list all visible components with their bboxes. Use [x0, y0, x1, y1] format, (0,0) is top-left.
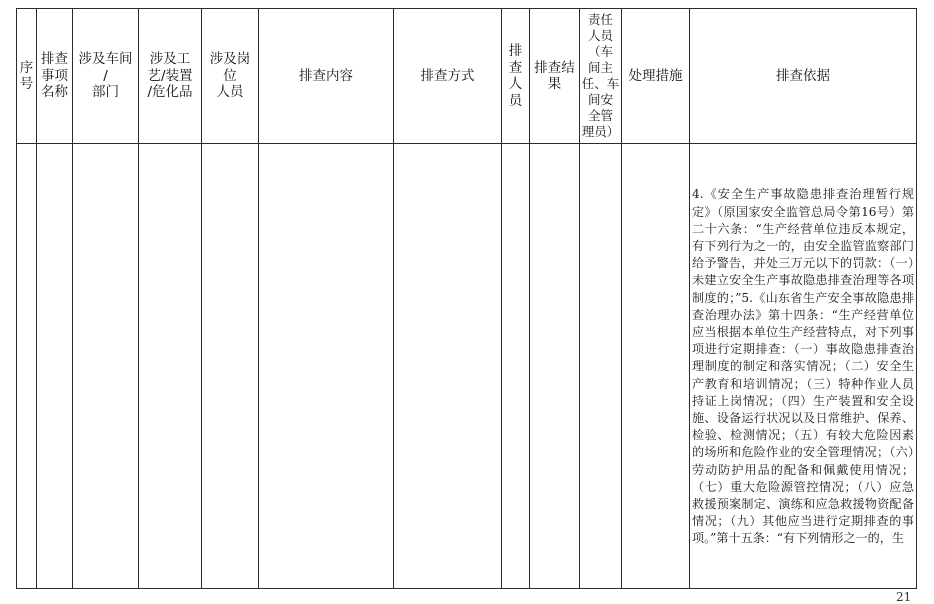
cell-basis — [690, 144, 917, 589]
header-result: 排查结 果 — [530, 9, 580, 144]
header-responsible: 责任 人员 （车 间主 任、车 间安 全管 理员） — [580, 9, 622, 144]
header-basis: 排查依据 — [690, 9, 917, 144]
cell-content — [259, 144, 394, 589]
cell-item-name — [37, 144, 73, 589]
header-person: 排 查 人 员 — [502, 9, 530, 144]
cell-responsible — [580, 144, 622, 589]
table-row — [17, 144, 917, 589]
page-number: 21 — [896, 590, 912, 604]
header-seq: 序 号 — [17, 9, 37, 144]
cell-process — [139, 144, 202, 589]
header-method: 排查方式 — [394, 9, 502, 144]
header-measure: 处理措施 — [622, 9, 690, 144]
header-workshop: 涉及车间 / 部门 — [73, 9, 139, 144]
header-content: 排查内容 — [259, 9, 394, 144]
cell-measure — [622, 144, 690, 589]
cell-method — [394, 144, 502, 589]
cell-seq — [17, 144, 37, 589]
header-item-name: 排查 事项 名称 — [37, 9, 73, 144]
basis-text: 4.《安全生产事故隐患排查治理暂行规定》（原国家安全监管总局令第16号）第二十六条：“生产经营单位违反本规定，有下列行为之一的，由安全监管监察部门给予警告，并处三万元以下的罚款：（一）未建立安全生产事故隐患排查治理等各项制度的；”5.《山东省生产安全事故隐患排查治理办法》第十四条：“生产经营单位应当根据本单位生产经营特点，对下列事项进行定期排查：（一）事故隐患排查治理制度的制定和落实情况；（二）安全生产教育和培训情况；（三）特种作业人员持证上岗情况；（四）生产装置和安全设施、设备运行状况以及日常维护、保养、检验、检测情况；（五）有较大危险因素的场所和危险作业的安全管理情况；（六）劳动防护用品的配备和佩戴使用情况；（七）重大危险源管控情况；（八）应急救援预案制定、演练和应急救援物资配备情况；（九）其他应当进行定期排查的事项。”第十五条：“有下列情形之一的，生 — [692, 187, 914, 546]
cell-result — [530, 144, 580, 589]
header-row — [17, 9, 917, 144]
cell-post — [202, 144, 259, 589]
header-post: 涉及岗 位 人员 — [202, 9, 259, 144]
cell-workshop — [73, 144, 139, 589]
inspection-table — [16, 8, 917, 589]
header-process: 涉及工 艺/装置 /危化品 — [139, 9, 202, 144]
cell-person — [502, 144, 530, 589]
